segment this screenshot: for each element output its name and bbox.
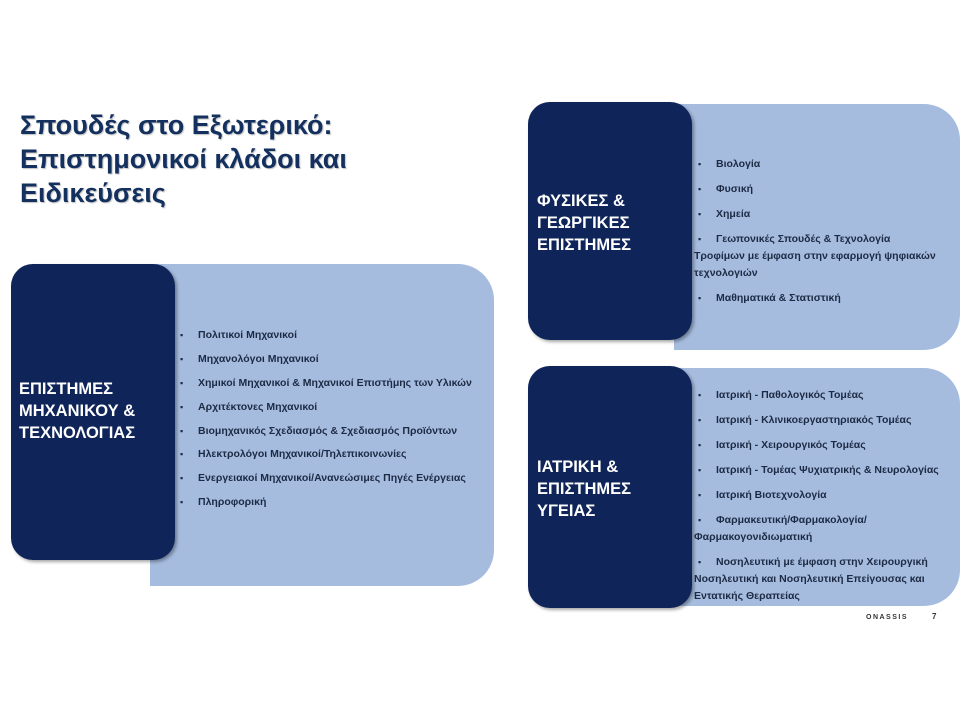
list-item-text: Πληροφορική	[198, 496, 267, 509]
list-item-continuation: Νοσηλευτική και Νοσηλευτική Επείγουσας και	[694, 573, 925, 585]
list-item	[694, 156, 958, 173]
list-item-text: Αρχιτέκτονες Μηχανικοί	[198, 400, 318, 413]
bullet-icon: ▪	[698, 293, 702, 303]
list-item-first-line	[694, 231, 958, 248]
list-item-text: Ιατρική - Χειρουργικός Τομέας	[716, 439, 866, 451]
bullet-icon: ▪	[180, 497, 184, 508]
list-item-text: Ιατρική Βιοτεχνολογία	[716, 489, 827, 501]
list-item	[694, 231, 958, 282]
list-item	[694, 554, 958, 605]
list-item	[176, 424, 494, 448]
list-item	[694, 462, 958, 479]
label-line: ΦΥΣΙΚΕΣ &	[537, 192, 625, 210]
bullet-icon: ▪	[698, 390, 702, 400]
list-item	[694, 487, 958, 504]
bullet-icon: ▪	[180, 353, 184, 364]
list-item	[176, 400, 494, 424]
list-item-text: Ιατρική - Κλινικοεργαστηριακός Τομέας	[716, 414, 912, 426]
physical-category-box	[528, 102, 692, 340]
list-item-continuation: Τροφίμων με έμφαση στην εφαρμογή ψηφιακών	[694, 250, 936, 262]
label-line: ΙΑΤΡΙΚΗ &	[537, 458, 619, 476]
label-line: ΜΗΧΑΝΙΚΟΥ &	[19, 402, 136, 420]
bullet-icon: ▪	[698, 515, 702, 525]
list-item-first-line	[694, 156, 958, 173]
list-item-first-line	[694, 512, 958, 529]
bullet-icon: ▪	[698, 234, 702, 244]
page-title	[20, 108, 460, 210]
bullet-icon: ▪	[180, 401, 184, 412]
list-item-continuation: Εντατικής Θεραπείας	[694, 590, 800, 602]
list-item-first-line	[694, 290, 958, 307]
list-item	[694, 512, 958, 546]
list-item	[694, 387, 958, 404]
list-item-first-line	[694, 437, 958, 454]
bullet-icon: ▪	[180, 449, 184, 460]
list-item-text: Ιατρική - Παθολογικός Τομέας	[716, 389, 864, 401]
list-item-text: Χημικοί Μηχανικοί & Μηχανικοί Επιστήμης των Υλικών	[198, 376, 472, 389]
list-item-text: Γεωπονικές Σπουδές & Τεχνολογία	[716, 233, 891, 245]
label-line: ΓΕΩΡΓΙΚΕΣ	[537, 214, 630, 232]
physical-list	[694, 156, 958, 315]
bullet-icon: ▪	[698, 557, 702, 567]
bullet-icon: ▪	[180, 425, 184, 436]
list-item	[176, 352, 494, 376]
label-line: ΕΠΙΣΤΗΜΕΣ	[537, 480, 632, 498]
onassis-logo: ONASSIS	[866, 614, 909, 621]
list-item	[176, 495, 494, 519]
list-item-continuation: Φαρμακογονιδιωματική	[694, 531, 813, 543]
list-item-text: Πολιτικοί Μηχανικοί	[198, 329, 297, 341]
list-item-continuation: τεχνολογιών	[694, 267, 758, 279]
list-item	[176, 471, 494, 495]
list-item-text: Χημεία	[716, 208, 751, 220]
list-item-text: Ενεργειακοί Μηχανικοί/Ανανεώσιμες Πηγές Ενέργειας	[198, 472, 466, 485]
bullet-icon: ▪	[698, 415, 702, 425]
label-line: ΕΠΙΣΤΗΜΕΣ	[19, 380, 114, 398]
list-item-first-line	[694, 206, 958, 223]
bullet-icon: ▪	[698, 465, 702, 475]
health-category-label	[537, 456, 631, 522]
health-list	[694, 387, 958, 613]
bullet-icon: ▪	[698, 440, 702, 450]
bullet-icon: ▪	[698, 490, 702, 500]
list-item-first-line	[694, 181, 958, 198]
list-item	[176, 447, 494, 471]
list-item	[694, 412, 958, 429]
list-item-text: Μηχανολόγοι Μηχανικοί	[198, 352, 319, 365]
list-item-first-line	[694, 554, 958, 571]
health-category-box	[528, 366, 692, 608]
bullet-icon: ▪	[180, 473, 184, 484]
list-item-text: Βιολογία	[716, 158, 761, 170]
list-item	[176, 328, 494, 352]
list-item-first-line	[694, 387, 958, 404]
title-line: Ειδικεύσεις	[20, 178, 166, 208]
bullet-icon: ▪	[180, 330, 184, 340]
label-line: ΥΓΕΙΑΣ	[537, 502, 596, 520]
label-line: ΤΕΧΝΟΛΟΓΙΑΣ	[19, 424, 136, 442]
list-item-text: Ιατρική - Τομέας Ψυχιατρικής & Νευρολογίας	[716, 464, 939, 476]
list-item	[694, 290, 958, 307]
bullet-icon: ▪	[698, 159, 702, 169]
list-item-first-line	[694, 412, 958, 429]
page-number: 7	[932, 612, 937, 621]
list-item-text: Βιομηχανικός Σχεδιασμός & Σχεδιασμός Προϊόντων	[198, 424, 458, 437]
list-item-first-line	[694, 487, 958, 504]
list-item-text: Φαρμακευτική/Φαρμακολογία/	[716, 514, 867, 526]
list-item	[694, 437, 958, 454]
bullet-icon: ▪	[698, 184, 702, 194]
physical-category-label	[537, 190, 631, 256]
engineering-category-box	[11, 264, 175, 560]
bullet-icon: ▪	[698, 209, 702, 219]
label-line: ΕΠΙΣΤΗΜΕΣ	[537, 236, 632, 254]
list-item-first-line	[694, 462, 958, 479]
list-item-text: Ηλεκτρολόγοι Μηχανικοί/Τηλεπικοινωνίες	[198, 448, 407, 461]
bullet-icon: ▪	[180, 377, 184, 388]
list-item-text: Μαθηματικά & Στατιστική	[716, 292, 841, 304]
title-line: Σπουδές στο Εξωτερικό:	[20, 110, 333, 140]
list-item	[694, 206, 958, 223]
list-item-text: Νοσηλευτική με έμφαση στην Χειρουργική	[716, 556, 928, 568]
list-item	[694, 181, 958, 198]
engineering-category-label	[19, 378, 135, 444]
list-item-text: Φυσική	[716, 183, 754, 195]
title-line: Επιστημονικοί κλάδοι και	[20, 144, 347, 174]
engineering-list	[176, 328, 494, 519]
list-item	[176, 376, 494, 400]
